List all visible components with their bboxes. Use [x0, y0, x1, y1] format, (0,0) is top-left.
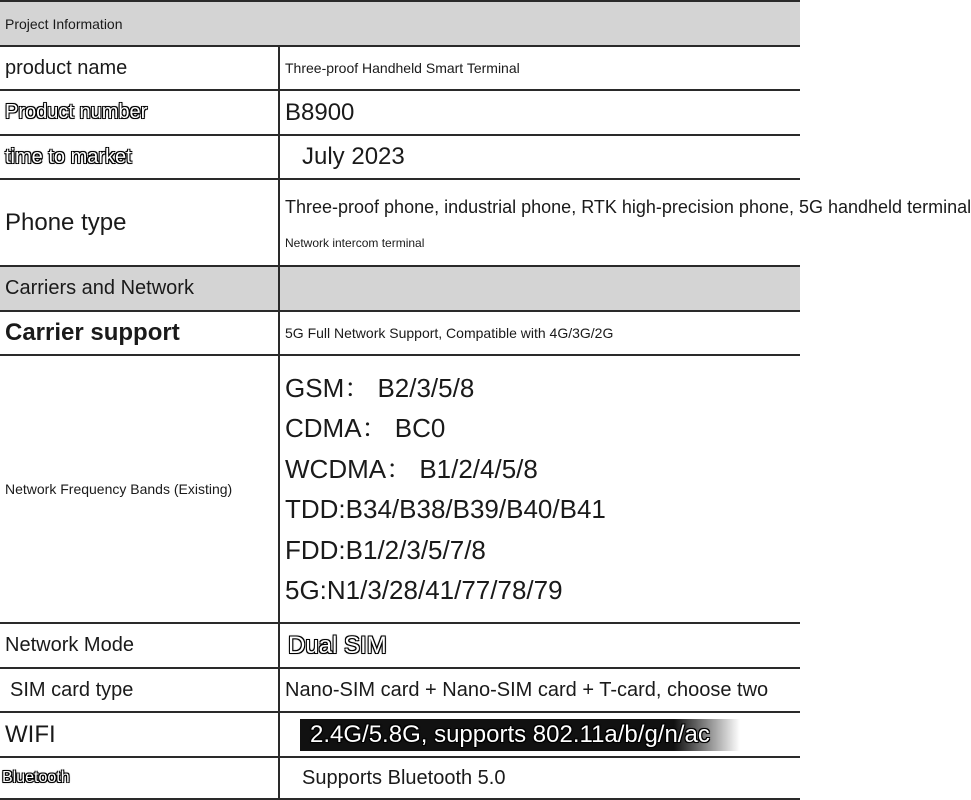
row-value: Supports Bluetooth 5.0: [302, 766, 506, 789]
row-label: Network Frequency Bands (Existing): [0, 356, 280, 622]
table-row-bluetooth: [0, 756, 800, 798]
band-line: TDD:B34/B38/B39/B40/B41: [285, 494, 606, 524]
row-label: SIM card type: [0, 669, 280, 711]
band-line: FDD:B1/2/3/5/7/8: [285, 534, 486, 565]
row-label: time to market: [0, 136, 280, 178]
table-row-carrier-support: [0, 310, 800, 354]
row-value: July 2023: [302, 143, 405, 170]
row-value: [280, 180, 971, 265]
row-value: Nano-SIM card + Nano-SIM card + T-card, choose two: [285, 678, 769, 701]
band-line: GSM： B2/3/5/8: [285, 372, 475, 403]
row-value: Three-proof Handheld Smart Terminal: [285, 60, 520, 76]
row-value: Dual SIM: [288, 631, 387, 659]
band-line: WCDMA： B1/2/4/5/8: [285, 453, 538, 484]
band-line: CDMA： BC0: [285, 413, 446, 443]
band-line: 5G:N1/3/28/41/77/78/79: [285, 575, 563, 605]
row-value-line: Network intercom terminal: [285, 235, 425, 250]
row-value: 5G Full Network Support, Compatible with 4G/3G/2G: [285, 325, 614, 341]
row-value: [280, 356, 800, 622]
row-value: [280, 713, 800, 756]
row-value: B8900: [285, 98, 355, 126]
table-row-time-to-market: [0, 134, 800, 178]
table-row-sim-card-type: [0, 667, 800, 711]
row-label: Product number: [0, 91, 280, 134]
wifi-value-banner: 2.4G/5.8G, supports 802.11a/b/g/n/ac: [300, 719, 740, 751]
row-value: [280, 267, 800, 310]
bands-list: [285, 372, 606, 607]
table-row-network-mode: [0, 622, 800, 667]
section-title: Carriers and Network: [0, 267, 280, 310]
table-row-wifi: [0, 711, 800, 756]
table-row-product-name: [0, 45, 800, 89]
section-header-carriers-network: [0, 265, 800, 310]
row-label: Phone type: [0, 180, 280, 265]
row-value-line: Three-proof phone, industrial phone, RTK high-precision phone, 5G handheld terminal: [285, 196, 971, 217]
row-label: Carrier support: [0, 312, 280, 354]
row-label: Bluetooth: [0, 758, 280, 798]
row-label: WIFI: [0, 713, 280, 756]
table-row-product-number: [0, 89, 800, 134]
section-header-project-information: [0, 0, 800, 45]
section-title: Project Information: [5, 15, 123, 32]
row-label: Network Mode: [0, 624, 280, 667]
row-label: product name: [0, 47, 280, 89]
table-row-phone-type: [0, 178, 971, 265]
table-row-network-bands: [0, 354, 800, 622]
